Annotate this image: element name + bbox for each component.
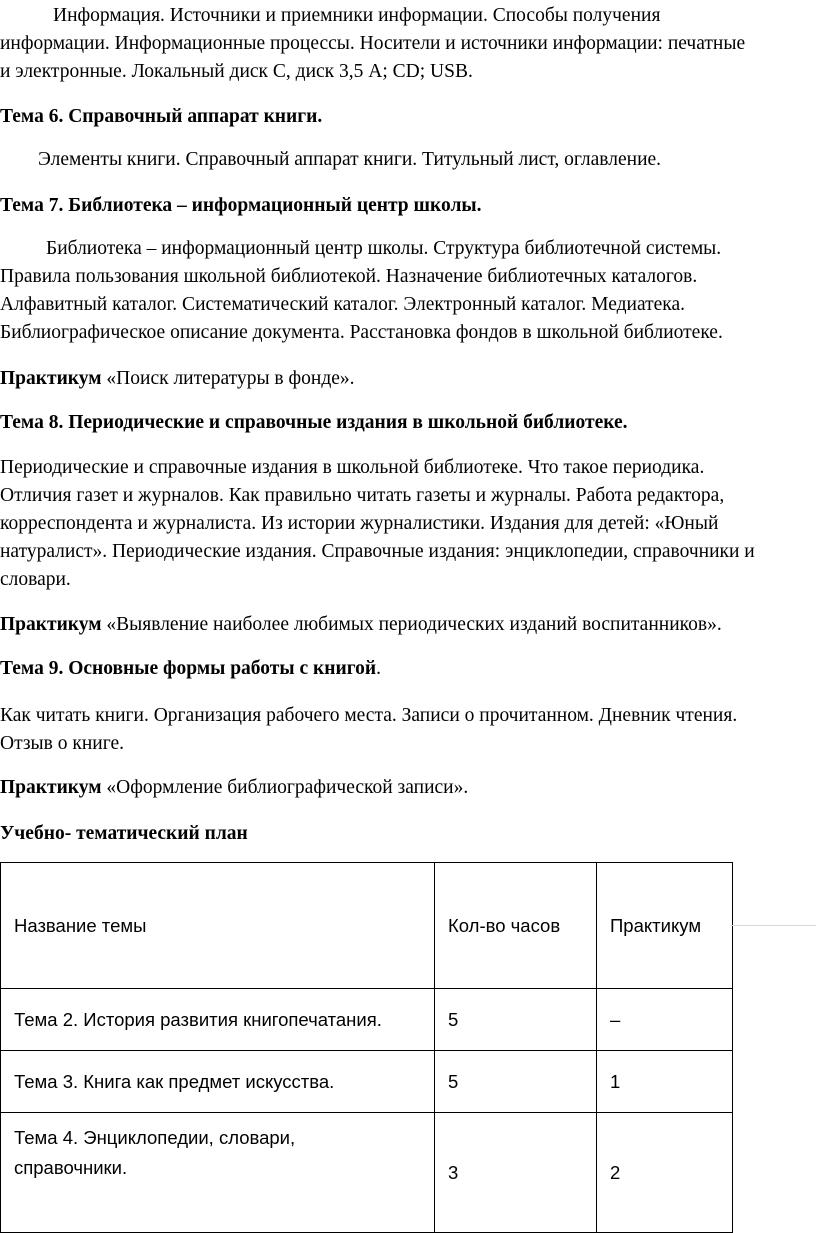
intro-line-1: Информация. Источники и приемники информации. Способы получения <box>53 5 661 26</box>
topic-9-line-1: Как читать книги. Организация рабочего места. Записи о прочитанном. Дневник чтения. <box>0 705 738 726</box>
topic-7-heading: Тема 7. Библиотека – информационный центр школы. <box>0 195 482 216</box>
topic-9-heading-text: Тема 9. Основные формы работы с книгой <box>0 658 377 679</box>
cell-hours: 5 <box>435 1051 597 1113</box>
topic-7-line-4: Библиографическое описание документа. Расстановка фондов в школьной библиотеке. <box>0 322 723 343</box>
intro-line-2: информации. Информационные процессы. Носители и источники информации: печатные <box>0 33 746 54</box>
header-hours: Кол-во часов <box>435 863 597 989</box>
cell-topic-name <box>1 1113 435 1233</box>
topic-8-line-1: Периодические и справочные издания в школьной библиотеке. Что такое периодика. <box>0 457 705 478</box>
topic-8-line-2: Отличия газет и журналов. Как правильно читать газеты и журналы. Работа редактора, <box>0 485 725 506</box>
topic-8-heading: Тема 8. Периодические и справочные издания в школьной библиотеке. <box>0 412 628 433</box>
topic-9-practicum <box>0 775 812 800</box>
practicum-text: «Выявление наиболее любимых периодических изданий воспитанников». <box>101 614 722 635</box>
cell-topic-name: Тема 3. Книга как предмет искусства. <box>1 1051 435 1113</box>
cell-practicum: – <box>597 989 733 1051</box>
practicum-label: Практикум <box>0 777 102 798</box>
topic-8-practicum <box>0 612 812 637</box>
topic-8-line-4: натуралист». Периодические издания. Справочные издания: энциклопедии, справочники и <box>0 541 755 562</box>
table-row <box>1 1113 733 1233</box>
cell-topic-name: Тема 2. История развития книгопечатания. <box>1 989 435 1051</box>
header-topic-name: Название темы <box>1 863 435 989</box>
cell-hours: 3 <box>435 1113 597 1233</box>
practicum-text: «Оформление библиографической записи». <box>101 777 469 798</box>
topic-9-heading-tail: . <box>376 658 381 679</box>
practicum-text: «Поиск литературы в фонде». <box>101 368 355 389</box>
topic-9-line-2: Отзыв о книге. <box>0 733 124 754</box>
practicum-label: Практикум <box>0 368 102 389</box>
topic-6-heading: Тема 6. Справочный аппарат книги. <box>0 106 323 127</box>
table-header-row <box>1 863 733 989</box>
cell-topic-name-line-1: Тема 4. Энциклопедии, словари, <box>14 1127 296 1148</box>
topic-8-line-3: корреспондента и журналиста. Из истории журналистики. Издания для детей: «Юный <box>0 513 719 534</box>
plan-table <box>0 862 733 1233</box>
practicum-label: Практикум <box>0 614 102 635</box>
header-practicum: Практикум <box>597 863 733 989</box>
cell-topic-name-line-2: справочники. <box>14 1157 128 1178</box>
cell-hours: 5 <box>435 989 597 1051</box>
topic-7-line-2: Правила пользования школьной библиотекой. Назначение библиотечных каталогов. <box>0 266 698 287</box>
topic-9-heading <box>0 656 812 681</box>
table-row <box>1 989 733 1051</box>
topic-7-practicum <box>0 366 812 391</box>
table-row <box>1 1051 733 1113</box>
plan-title: Учебно- тематический план <box>0 823 248 844</box>
topic-7-line-3: Алфавитный каталог. Систематический каталог. Электронный каталог. Медиатека. <box>0 294 685 315</box>
table-edge-line <box>731 925 816 926</box>
topic-7-line-1: Библиотека – информационный центр школы. Структура библиотечной системы. <box>46 238 722 259</box>
topic-6-text: Элементы книги. Справочный аппарат книги. Титульный лист, оглавление. <box>38 149 662 170</box>
cell-practicum: 2 <box>597 1113 733 1233</box>
cell-practicum: 1 <box>597 1051 733 1113</box>
topic-8-line-5: словари. <box>0 569 71 590</box>
intro-line-3: и электронные. Локальный диск С, диск 3,5 А; CD; USB. <box>0 61 473 82</box>
